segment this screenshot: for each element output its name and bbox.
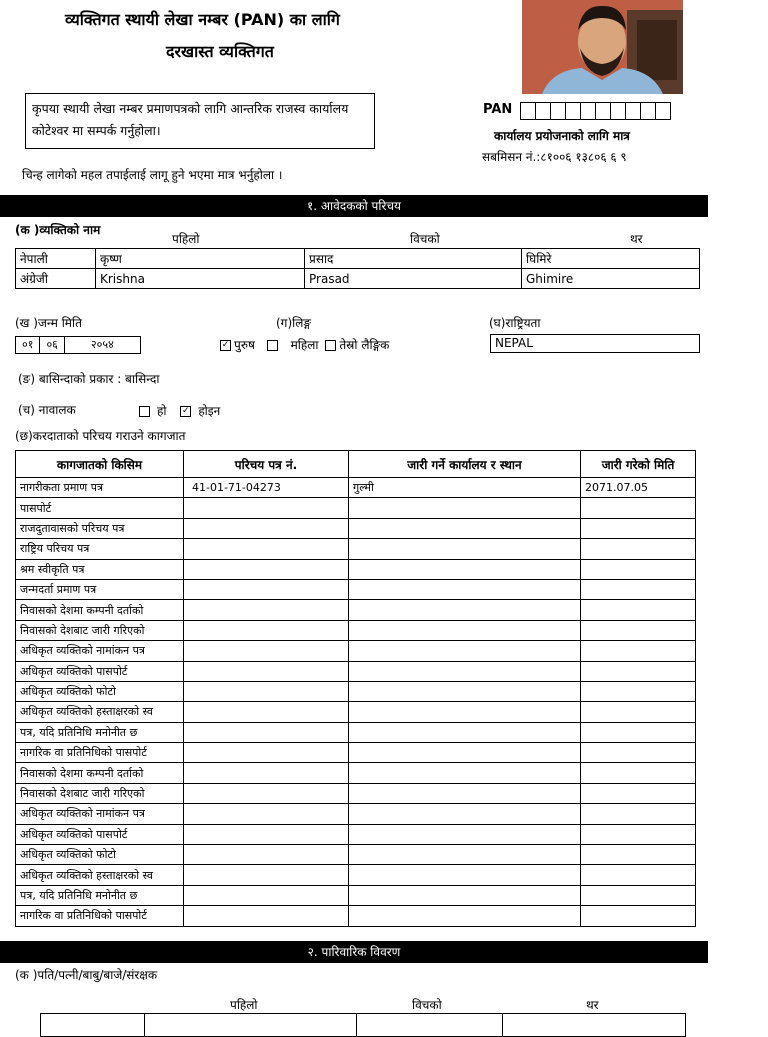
residence-type: (ङ) बासिन्दाको प्रकार : बासिन्दा bbox=[18, 372, 160, 386]
document-row bbox=[16, 600, 696, 620]
doc-office-cell[interactable] bbox=[349, 620, 581, 640]
form-title-line1: व्यक्तिगत स्थायी लेखा नम्बर (PAN) का लागि bbox=[65, 10, 340, 29]
doc-number-cell[interactable]: 41-01-71-04273 bbox=[184, 478, 349, 498]
name-label: (क )व्यक्तिको नाम bbox=[15, 223, 101, 237]
name-row-english bbox=[16, 269, 700, 289]
doc-number-cell[interactable] bbox=[184, 681, 349, 701]
doc-date-cell[interactable] bbox=[581, 641, 696, 661]
doc-number-cell[interactable] bbox=[184, 539, 349, 559]
gender-female-checkbox[interactable] bbox=[267, 340, 278, 351]
doc-office-cell[interactable] bbox=[349, 681, 581, 701]
doc-date-cell[interactable] bbox=[581, 559, 696, 579]
doc-date-cell[interactable] bbox=[581, 722, 696, 742]
dob-label: (ख )जन्म मिति bbox=[15, 316, 82, 330]
document-row bbox=[16, 539, 696, 559]
doc-number-cell[interactable] bbox=[184, 579, 349, 599]
document-row bbox=[16, 518, 696, 538]
doc-office-cell[interactable] bbox=[349, 824, 581, 844]
lang-cell: अंग्रेजी bbox=[16, 269, 96, 289]
doc-type-header: कागजातको किसिम bbox=[16, 451, 184, 478]
doc-office-cell[interactable] bbox=[349, 702, 581, 722]
doc-number-cell[interactable] bbox=[184, 845, 349, 865]
doc-office-cell[interactable] bbox=[349, 804, 581, 824]
doc-number-cell[interactable] bbox=[184, 865, 349, 885]
doc-number-cell[interactable] bbox=[184, 559, 349, 579]
family-relation-label: (क )पति/पत्नी/बाबु/बाजे/संरक्षक bbox=[15, 968, 158, 982]
doc-office-cell[interactable] bbox=[349, 743, 581, 763]
doc-type-cell: श्रम स्वीकृति पत्र bbox=[16, 559, 184, 579]
name-col-last: थर bbox=[630, 232, 643, 246]
doc-type-cell: पत्र, यदि प्रतिनिधि मनोनीत छ bbox=[16, 722, 184, 742]
doc-office-cell[interactable] bbox=[349, 498, 581, 518]
family-cell[interactable] bbox=[145, 1014, 357, 1037]
doc-number-cell[interactable] bbox=[184, 518, 349, 538]
doc-type-cell: नागरिक वा प्रतिनिधिको पासपोर्ट bbox=[16, 743, 184, 763]
minor-options bbox=[136, 402, 220, 419]
family-row bbox=[41, 1014, 686, 1037]
doc-number-header: परिचय पत्र नं. bbox=[184, 451, 349, 478]
doc-type-cell: अधिकृत व्यक्तिको हस्ताक्षरको स्व bbox=[16, 865, 184, 885]
doc-type-cell: नागरिक वा प्रतिनिधिको पासपोर्ट bbox=[16, 906, 184, 926]
documents-header-row bbox=[16, 451, 696, 478]
doc-date-cell[interactable] bbox=[581, 620, 696, 640]
doc-type-cell: अधिकृत व्यक्तिको हस्ताक्षरको स्व bbox=[16, 702, 184, 722]
doc-type-cell: जन्मदर्ता प्रमाण पत्र bbox=[16, 579, 184, 599]
doc-number-cell[interactable] bbox=[184, 641, 349, 661]
pan-input-boxes[interactable] bbox=[520, 102, 671, 120]
doc-date-cell[interactable] bbox=[581, 518, 696, 538]
doc-office-cell[interactable] bbox=[349, 539, 581, 559]
doc-number-cell[interactable] bbox=[184, 906, 349, 926]
document-row bbox=[16, 743, 696, 763]
middle-name-english[interactable]: Prasad bbox=[305, 269, 522, 289]
doc-number-cell[interactable] bbox=[184, 498, 349, 518]
document-row bbox=[16, 641, 696, 661]
dob-day: ०१ bbox=[16, 337, 40, 353]
doc-date-header: जारी गरेको मिति bbox=[581, 451, 696, 478]
doc-type-cell: निवासको देशबाट जारी गरिएको bbox=[16, 620, 184, 640]
doc-office-cell[interactable] bbox=[349, 641, 581, 661]
dob-month: ०६ bbox=[40, 337, 64, 353]
doc-type-cell: अधिकृत व्यक्तिको नामांकन पत्र bbox=[16, 641, 184, 661]
gender-options bbox=[217, 336, 389, 353]
document-row bbox=[16, 478, 696, 498]
doc-date-cell[interactable] bbox=[581, 865, 696, 885]
docs-label: (छ)करदाताको परिचय गराउने कागजात bbox=[15, 429, 186, 443]
last-name-english[interactable]: Ghimire bbox=[522, 269, 700, 289]
document-row bbox=[16, 579, 696, 599]
first-name-nepali[interactable]: कृष्ण bbox=[96, 249, 305, 269]
document-row bbox=[16, 763, 696, 783]
document-row bbox=[16, 702, 696, 722]
gender-third-label: तेस्रो लैङ्गिक bbox=[339, 338, 390, 352]
family-cell[interactable] bbox=[503, 1014, 686, 1037]
doc-number-cell[interactable] bbox=[184, 824, 349, 844]
doc-number-cell[interactable] bbox=[184, 804, 349, 824]
family-cell[interactable] bbox=[41, 1014, 145, 1037]
doc-office-cell[interactable] bbox=[349, 763, 581, 783]
doc-office-cell[interactable] bbox=[349, 906, 581, 926]
doc-number-cell[interactable] bbox=[184, 702, 349, 722]
dob-field[interactable] bbox=[15, 336, 141, 354]
doc-date-cell[interactable] bbox=[581, 763, 696, 783]
doc-number-cell[interactable] bbox=[184, 783, 349, 803]
minor-yes-checkbox[interactable] bbox=[139, 406, 150, 417]
applicant-photo bbox=[522, 0, 683, 94]
doc-type-cell: निवासको देशमा कम्पनी दर्ताको bbox=[16, 600, 184, 620]
doc-date-cell[interactable] bbox=[581, 702, 696, 722]
doc-type-cell: अधिकृत व्यक्तिको पासपोर्ट bbox=[16, 661, 184, 681]
family-col-first: पहिलो bbox=[230, 998, 258, 1012]
doc-office-header: जारी गर्ने कार्यालय र स्थान bbox=[349, 451, 581, 478]
doc-date-cell[interactable] bbox=[581, 579, 696, 599]
form-title-line2: दरखास्त व्यक्तिगत bbox=[166, 42, 274, 61]
doc-date-cell[interactable] bbox=[581, 498, 696, 518]
dob-year: २०५४ bbox=[90, 338, 114, 351]
doc-office-cell[interactable] bbox=[349, 885, 581, 905]
doc-number-cell[interactable] bbox=[184, 722, 349, 742]
document-row bbox=[16, 722, 696, 742]
section2-header: २. पारिवारिक विवरण bbox=[0, 941, 708, 963]
doc-type-cell: नागरीकता प्रमाण पत्र bbox=[16, 478, 184, 498]
name-col-middle: विचको bbox=[410, 232, 440, 246]
document-row bbox=[16, 885, 696, 905]
middle-name-nepali[interactable]: प्रसाद bbox=[305, 249, 522, 269]
doc-office-cell[interactable] bbox=[349, 518, 581, 538]
notice-box: कृपया स्थायी लेखा नम्बर प्रमाणपत्रको लागि आन्तरिक राजस्व कार्यालय कोटेश्वर मा सम्पर्क गर्नुहोला। bbox=[25, 93, 375, 149]
name-col-first: पहिलो bbox=[172, 232, 200, 246]
doc-number-cell[interactable] bbox=[184, 661, 349, 681]
doc-office-cell[interactable] bbox=[349, 722, 581, 742]
minor-no-checkbox[interactable]: ✓ bbox=[182, 406, 190, 416]
section1-header: १. आवेदकको परिचय bbox=[0, 195, 708, 217]
doc-date-cell[interactable] bbox=[581, 783, 696, 803]
doc-type-cell: पासपोर्ट bbox=[16, 498, 184, 518]
lang-cell: नेपाली bbox=[16, 249, 96, 269]
doc-number-cell[interactable] bbox=[184, 600, 349, 620]
doc-type-cell: निवासको देशमा कम्पनी दर्ताको bbox=[16, 763, 184, 783]
doc-office-cell[interactable] bbox=[349, 579, 581, 599]
doc-office-cell[interactable] bbox=[349, 559, 581, 579]
doc-type-cell: राष्ट्रिय परिचय पत्र bbox=[16, 539, 184, 559]
minor-no-label: होइन bbox=[198, 404, 221, 418]
doc-date-cell[interactable] bbox=[581, 600, 696, 620]
family-table bbox=[40, 1013, 686, 1037]
doc-date-cell[interactable] bbox=[581, 824, 696, 844]
nationality-field[interactable]: NEPAL bbox=[490, 334, 700, 353]
minor-yes-label: हो bbox=[157, 404, 167, 418]
documents-table bbox=[15, 450, 696, 927]
name-table bbox=[15, 248, 700, 289]
doc-number-cell[interactable] bbox=[184, 620, 349, 640]
doc-date-cell[interactable] bbox=[581, 743, 696, 763]
family-col-middle: विचको bbox=[412, 998, 442, 1012]
doc-office-cell[interactable] bbox=[349, 661, 581, 681]
family-cell[interactable] bbox=[357, 1014, 503, 1037]
submission-number: सबमिसन नं.:८१००६ १३८०६ ६ ९ bbox=[482, 150, 627, 164]
gender-third-checkbox[interactable] bbox=[325, 340, 336, 351]
doc-date-cell[interactable] bbox=[581, 681, 696, 701]
doc-date-cell[interactable] bbox=[581, 661, 696, 681]
doc-type-cell: अधिकृत व्यक्तिको नामांकन पत्र bbox=[16, 804, 184, 824]
gender-label: (ग)लिङ्ग bbox=[276, 316, 311, 330]
document-row bbox=[16, 845, 696, 865]
document-row bbox=[16, 865, 696, 885]
doc-office-cell[interactable] bbox=[349, 783, 581, 803]
gender-male-label: पुरुष bbox=[234, 338, 255, 352]
gender-female-label: महिला bbox=[290, 338, 319, 352]
doc-date-cell[interactable] bbox=[581, 804, 696, 824]
document-row bbox=[16, 620, 696, 640]
gender-male-checkbox[interactable]: ✓ bbox=[221, 340, 230, 350]
document-row bbox=[16, 783, 696, 803]
doc-date-cell[interactable] bbox=[581, 885, 696, 905]
document-row bbox=[16, 906, 696, 926]
doc-date-cell[interactable] bbox=[581, 539, 696, 559]
document-row bbox=[16, 559, 696, 579]
document-row bbox=[16, 804, 696, 824]
instruction-text: चिन्ह लागेको महल तपाईलाई लागू हुने भएमा मात्र भर्नुहोला । bbox=[22, 168, 283, 182]
doc-office-cell[interactable] bbox=[349, 600, 581, 620]
last-name-nepali[interactable]: घिमिरे bbox=[522, 249, 700, 269]
doc-number-cell[interactable] bbox=[184, 763, 349, 783]
document-row bbox=[16, 661, 696, 681]
doc-number-cell[interactable] bbox=[184, 885, 349, 905]
document-row bbox=[16, 824, 696, 844]
document-row bbox=[16, 681, 696, 701]
minor-label: (च) नावालक bbox=[18, 403, 76, 417]
doc-date-cell[interactable] bbox=[581, 906, 696, 926]
name-row-nepali bbox=[16, 249, 700, 269]
office-use-label: कार्यालय प्रयोजनाको लागि मात्र bbox=[494, 129, 630, 143]
nationality-label: (घ)राष्ट्रियता bbox=[489, 316, 541, 330]
family-col-last: थर bbox=[586, 998, 599, 1012]
doc-type-cell: अधिकृत व्यक्तिको फोटो bbox=[16, 845, 184, 865]
doc-type-cell: अधिकृत व्यक्तिको पासपोर्ट bbox=[16, 824, 184, 844]
doc-type-cell: अधिकृत व्यक्तिको फोटो bbox=[16, 681, 184, 701]
doc-type-cell: निवासको देशबाट जारी गरिएको bbox=[16, 783, 184, 803]
doc-office-cell[interactable] bbox=[349, 845, 581, 865]
doc-number-cell[interactable] bbox=[184, 743, 349, 763]
doc-date-cell[interactable] bbox=[581, 845, 696, 865]
first-name-english[interactable]: Krishna bbox=[96, 269, 305, 289]
doc-office-cell[interactable]: गुल्मी bbox=[349, 478, 581, 498]
document-row bbox=[16, 498, 696, 518]
doc-type-cell: पत्र, यदि प्रतिनिधि मनोनीत छ bbox=[16, 885, 184, 905]
pan-label: PAN bbox=[483, 102, 513, 117]
doc-type-cell: राजदुतावासको परिचय पत्र bbox=[16, 518, 184, 538]
doc-office-cell[interactable] bbox=[349, 865, 581, 885]
doc-date-cell[interactable]: 2071.07.05 bbox=[581, 478, 696, 498]
